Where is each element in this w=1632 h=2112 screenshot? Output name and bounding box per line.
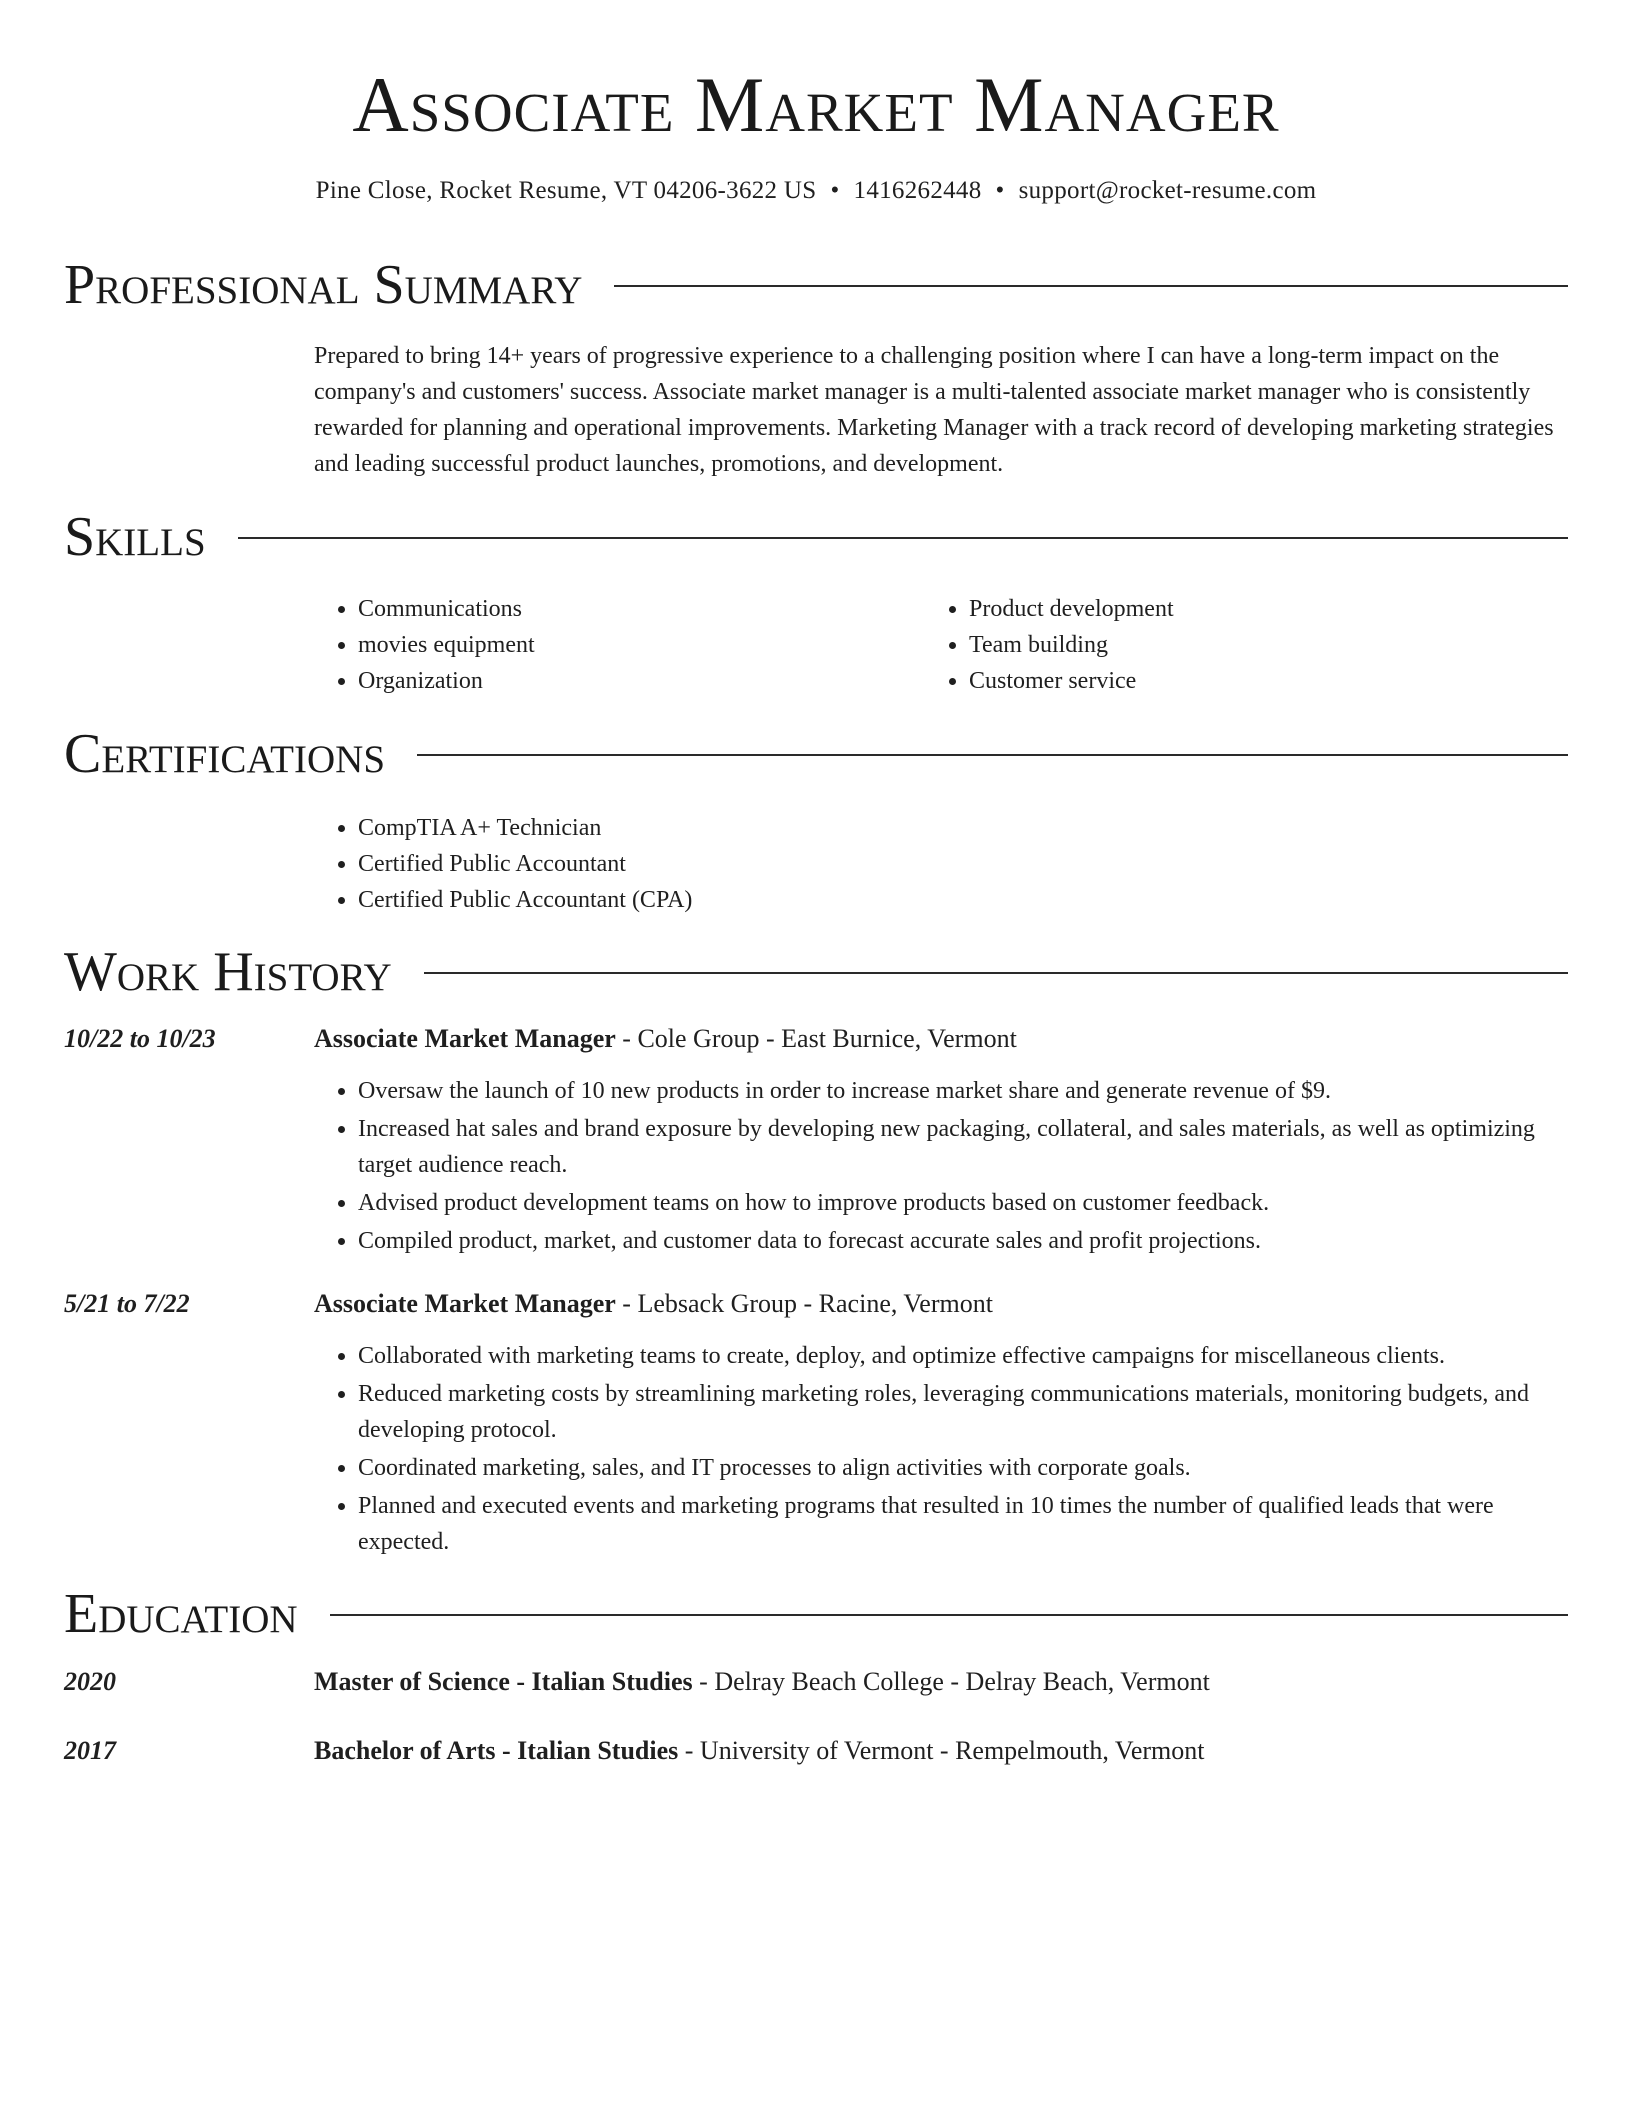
- summary-text: Prepared to bring 14+ years of progressive experience to a challenging position where I can have a long-term impact on the company's and customers' success. Associate market manager is a multi-talented associate market manager who is consistently rewarded for planning and operational improvements. Marketing Manager with a track record of developing marketing strategies and leading successful product launches, promotions, and development.: [314, 343, 1554, 477]
- certifications-list: [314, 810, 1514, 918]
- section-divider: [417, 754, 1568, 756]
- skill-item: • Customer service: [969, 663, 1565, 699]
- job-company: - Lebsack Group - Racine, Vermont: [615, 1289, 993, 1318]
- contact-separator: •: [995, 177, 1005, 204]
- skills-column-right: [925, 591, 1565, 699]
- skill-item: • Team building: [969, 627, 1565, 663]
- contact-line: [0, 174, 1632, 208]
- job-bullet-list: [314, 1073, 1568, 1259]
- job-bullet: • Collaborated with marketing teams to create, deploy, and optimize effective campaigns for miscellaneous clients.: [358, 1338, 1568, 1374]
- candidate-name: Associate Market Manager: [352, 61, 1280, 148]
- section-divider: [614, 285, 1568, 287]
- section-header-certifications: [64, 719, 1568, 789]
- education-degree: Bachelor of Arts - Italian Studies: [314, 1736, 679, 1765]
- job-bullet: • Increased hat sales and brand exposure by developing new packaging, collateral, and sales materials, as well as optimizing target audience reach.: [358, 1111, 1568, 1183]
- section-title-skills: Skills: [64, 506, 206, 568]
- skill-item: • Communications: [358, 591, 914, 627]
- certification-item: • CompTIA A+ Technician: [358, 810, 1514, 846]
- job-role: Associate Market Manager: [314, 1289, 616, 1318]
- education-school: - Delray Beach College - Delray Beach, Vermont: [692, 1667, 1210, 1696]
- section-divider: [238, 537, 1568, 539]
- skills-column-left: [314, 591, 914, 699]
- job-bullet: • Reduced marketing costs by streamlining marketing roles, leveraging communications materials, monitoring budgets, and developing protocol.: [358, 1376, 1568, 1448]
- education-line: [314, 1733, 1568, 1769]
- job-bullet: • Advised product development teams on how to improve products based on customer feedback.: [358, 1185, 1568, 1221]
- certifications-block: [314, 810, 1514, 918]
- skill-item: • movies equipment: [358, 627, 914, 663]
- section-header-education: [64, 1579, 1568, 1649]
- contact-phone: 1416262448: [853, 177, 982, 204]
- section-header-summary: [64, 250, 1568, 320]
- job-bullet: • Coordinated marketing, sales, and IT processes to align activities with corporate goals.: [358, 1450, 1568, 1486]
- job-bullet: • Compiled product, market, and customer data to forecast accurate sales and profit projections.: [358, 1223, 1568, 1259]
- skills-list-left: [314, 591, 914, 699]
- job-title-line: [314, 1286, 1568, 1322]
- job-dates: 5/21 to 7/22: [64, 1289, 190, 1318]
- section-title-work: Work History: [64, 941, 392, 1003]
- contact-email[interactable]: support@rocket-resume.com: [1018, 177, 1317, 204]
- education-degree: Master of Science - Italian Studies: [314, 1667, 693, 1696]
- section-divider: [330, 1614, 1568, 1616]
- section-divider: [424, 972, 1568, 974]
- section-header-skills: [64, 502, 1568, 572]
- job-bullet-list: [314, 1338, 1568, 1560]
- certification-item: • Certified Public Accountant: [358, 846, 1514, 882]
- skill-item: • Organization: [358, 663, 914, 699]
- job-dates: 10/22 to 10/23: [64, 1024, 216, 1053]
- section-title-education: Education: [64, 1583, 298, 1645]
- contact-separator: •: [830, 177, 840, 204]
- education-year: 2020: [64, 1667, 116, 1696]
- section-title-summary: Professional Summary: [64, 254, 583, 316]
- job-bullets: [314, 1338, 1568, 1562]
- job-bullets: [314, 1073, 1568, 1261]
- education-school: - University of Vermont - Rempelmouth, Vermont: [678, 1736, 1205, 1765]
- job-role: Associate Market Manager: [314, 1024, 616, 1053]
- job-title-line: [314, 1021, 1568, 1057]
- certification-item: • Certified Public Accountant (CPA): [358, 882, 1514, 918]
- skills-list-right: [925, 591, 1565, 699]
- section-title-certifications: Certifications: [64, 723, 386, 785]
- education-year: 2017: [64, 1736, 116, 1765]
- job-bullet: • Planned and executed events and marketing programs that resulted in 10 times the number of qualified leads that were expected.: [358, 1488, 1568, 1560]
- section-header-work: [64, 937, 1568, 1007]
- education-line: [314, 1664, 1568, 1700]
- job-company: - Cole Group - East Burnice, Vermont: [615, 1024, 1017, 1053]
- skill-item: • Product development: [969, 591, 1565, 627]
- job-bullet: • Oversaw the launch of 10 new products in order to increase market share and generate revenue of $9.: [358, 1073, 1568, 1109]
- contact-address: Pine Close, Rocket Resume, VT 04206-3622 US: [315, 177, 817, 204]
